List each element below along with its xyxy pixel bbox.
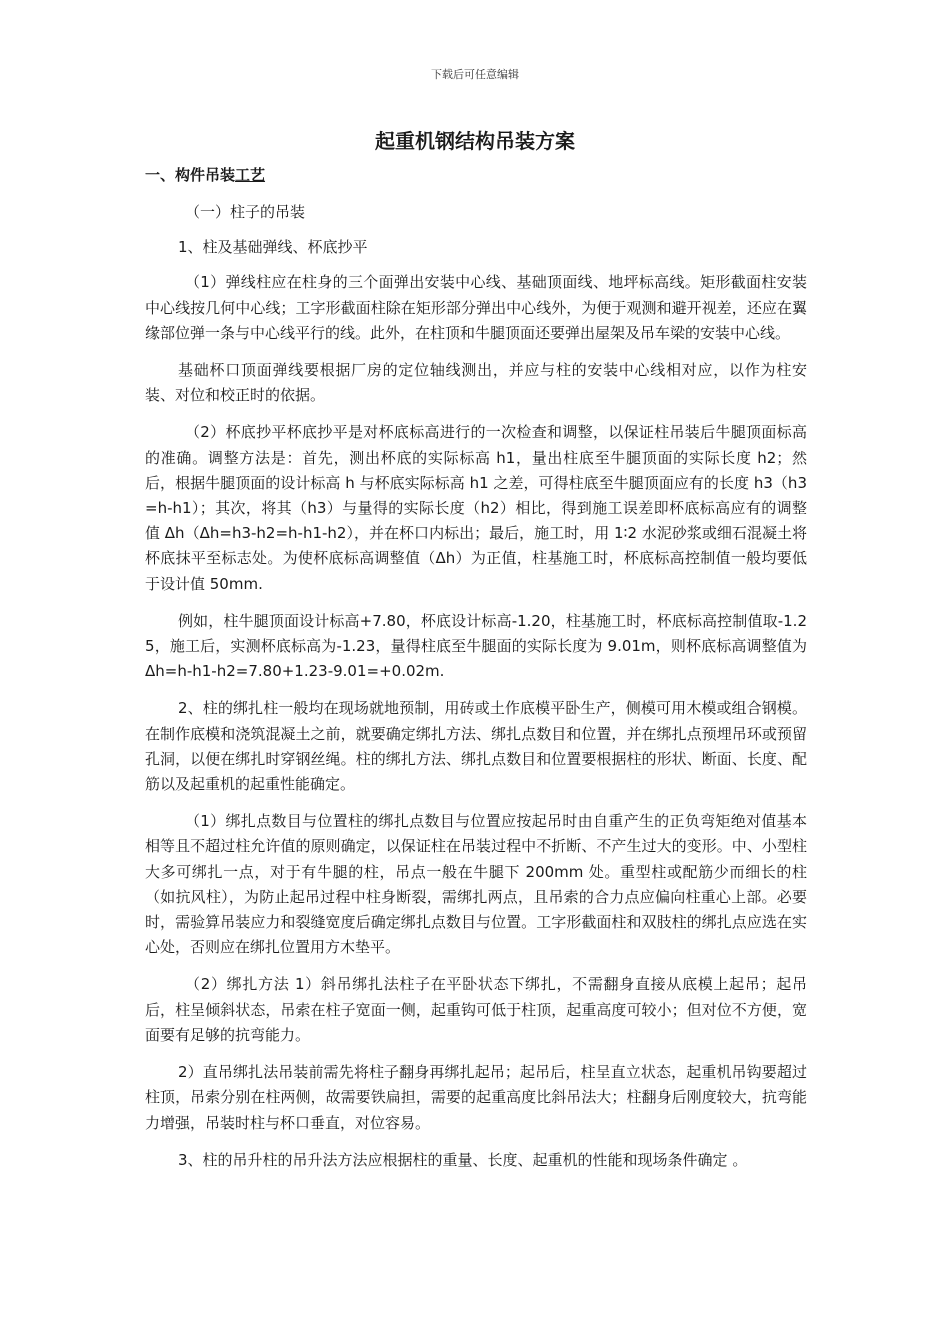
paragraph-column-binding: 2、柱的绑扎柱一般均在现场就地预制，用砖或土作底模平卧生产，侧模可用木模或组合钢模。在制作底模和浇筑混凝土之前，就要确定绑扎方法、绑扎点数目和位置，并在绑扎点预埋吊环或预留孔洞，以便在绑扎时穿钢丝绳。柱的绑扎方法、绑扎点数目和位置要根据柱的形状、断面、长度、配筋以及起重机的起重性能确定。 xyxy=(145,699,807,794)
paragraph-subsection-columns: （一）柱子的吊装 xyxy=(185,203,306,221)
document-body xyxy=(145,163,807,1185)
paragraph-step-1-title: 1、柱及基础弹线、杯底抄平 xyxy=(178,238,368,257)
paragraph-column-lifting: 3、柱的吊升柱的吊升法方法应根据柱的重量、长度、起重机的性能和现场条件确定 。 xyxy=(178,1150,748,1169)
paragraph-binding-method-oblique: （2）绑扎方法 1）斜吊绑扎法柱子在平卧状态下绑扎，不需翻身直接从底模上起吊；起吊后，柱呈倾斜状态，吊索在柱子宽面一侧，起重钩可低于柱顶，起重高度可较小；但对位不方便，宽面要有足够的抗弯能力。 xyxy=(145,975,807,1044)
paragraph-foundation-marking: 基础杯口顶面弹线要根据厂房的定位轴线测出，并应与柱的安装中心线相对应，以作为柱安装、对位和校正时的依据。 xyxy=(145,361,807,405)
paragraph-cup-leveling: （2）杯底抄平杯底抄平是对杯底标高进行的一次检查和调整，以保证柱吊装后牛腿顶面标高的准确。调整方法是：首先，测出杯底的实际标高 h1，量出柱底至牛腿顶面的实际长度 h2；然后，根据牛腿顶面的设计标高 h 与杯底实际标高 h1 之差，可得柱底至牛腿顶面应有的长度 h3（h3=h-h1）；其次，将其（h3）与量得的实际长度（h2）相比，得到施工误差即杯底标高应有的调整值 Δh（Δh=h3-h2=h-h1-h2），并在杯口内标出；最后，施工时，用 1∶2 水泥砂浆或细石混凝土将杯底抹平至标志处。为使杯底标高调整值（Δh）为正值，柱基施工时，杯底标高控制值一般均要低于设计值 50mm. xyxy=(145,423,807,593)
paragraph-binding-points: （1）绑扎点数目与位置柱的绑扎点数目与位置应按起吊时由自重产生的正负弯矩绝对值基本相等且不超过柱允许值的原则确定，以保证柱在吊装过程中不折断、不产生过大的变形。中、小型柱大多可绑扎一点，对于有牛腿的柱，吊点一般在牛腿下 200mm 处。重型柱或配筋少而细长的柱（如抗风柱），为防止起吊过程中柱身断裂，需绑扎两点，且吊索的合力点应偏向柱重心上部。必要时，需验算吊装应力和裂缝宽度后确定绑扎点数目与位置。工字形截面柱和双肢柱的绑扎点应选在实心处，否则应在绑扎位置用方木垫平。 xyxy=(145,812,807,957)
paragraph-example: 例如，柱牛腿顶面设计标高+7.80，杯底设计标高-1.20，柱基施工时，杯底标高控制值取-1.25，施工后，实测杯底标高为-1.23，量得柱底至牛腿面的实际长度为 9.01m，则杯底标高调整值为Δh=h-h1-h2=7.80+1.23-9.01=+0.02m. xyxy=(145,611,807,681)
paragraph-line-marking: （1）弹线柱应在柱身的三个面弹出安装中心线、基础顶面线、地坪标高线。矩形截面柱安装中心线按几何中心线；工字形截面柱除在矩形部分弹出中心线外，为便于观测和避开视差，还应在翼缘部位弹一条与中心线平行的线。此外，在柱顶和牛腿顶面还要弹出屋架及吊车梁的安装中心线。 xyxy=(145,273,807,342)
document-title: 起重机钢结构吊装方案 xyxy=(375,129,575,153)
section-heading xyxy=(145,163,807,188)
section-heading-prefix: 一、构件吊装 xyxy=(145,166,236,184)
section-heading-underlined: 工艺 xyxy=(235,166,266,184)
header-note: 下载后可任意编辑 xyxy=(431,68,519,81)
paragraph-binding-method-vertical: 2）直吊绑扎法吊装前需先将柱子翻身再绑扎起吊；起吊后，柱呈直立状态，起重机吊钩要超过柱顶，吊索分别在柱两侧，故需要铁扁担，需要的起重高度比斜吊法大；柱翻身后刚度较大，抗弯能力增强，吊装时柱与杯口垂直，对位容易。 xyxy=(145,1063,807,1132)
